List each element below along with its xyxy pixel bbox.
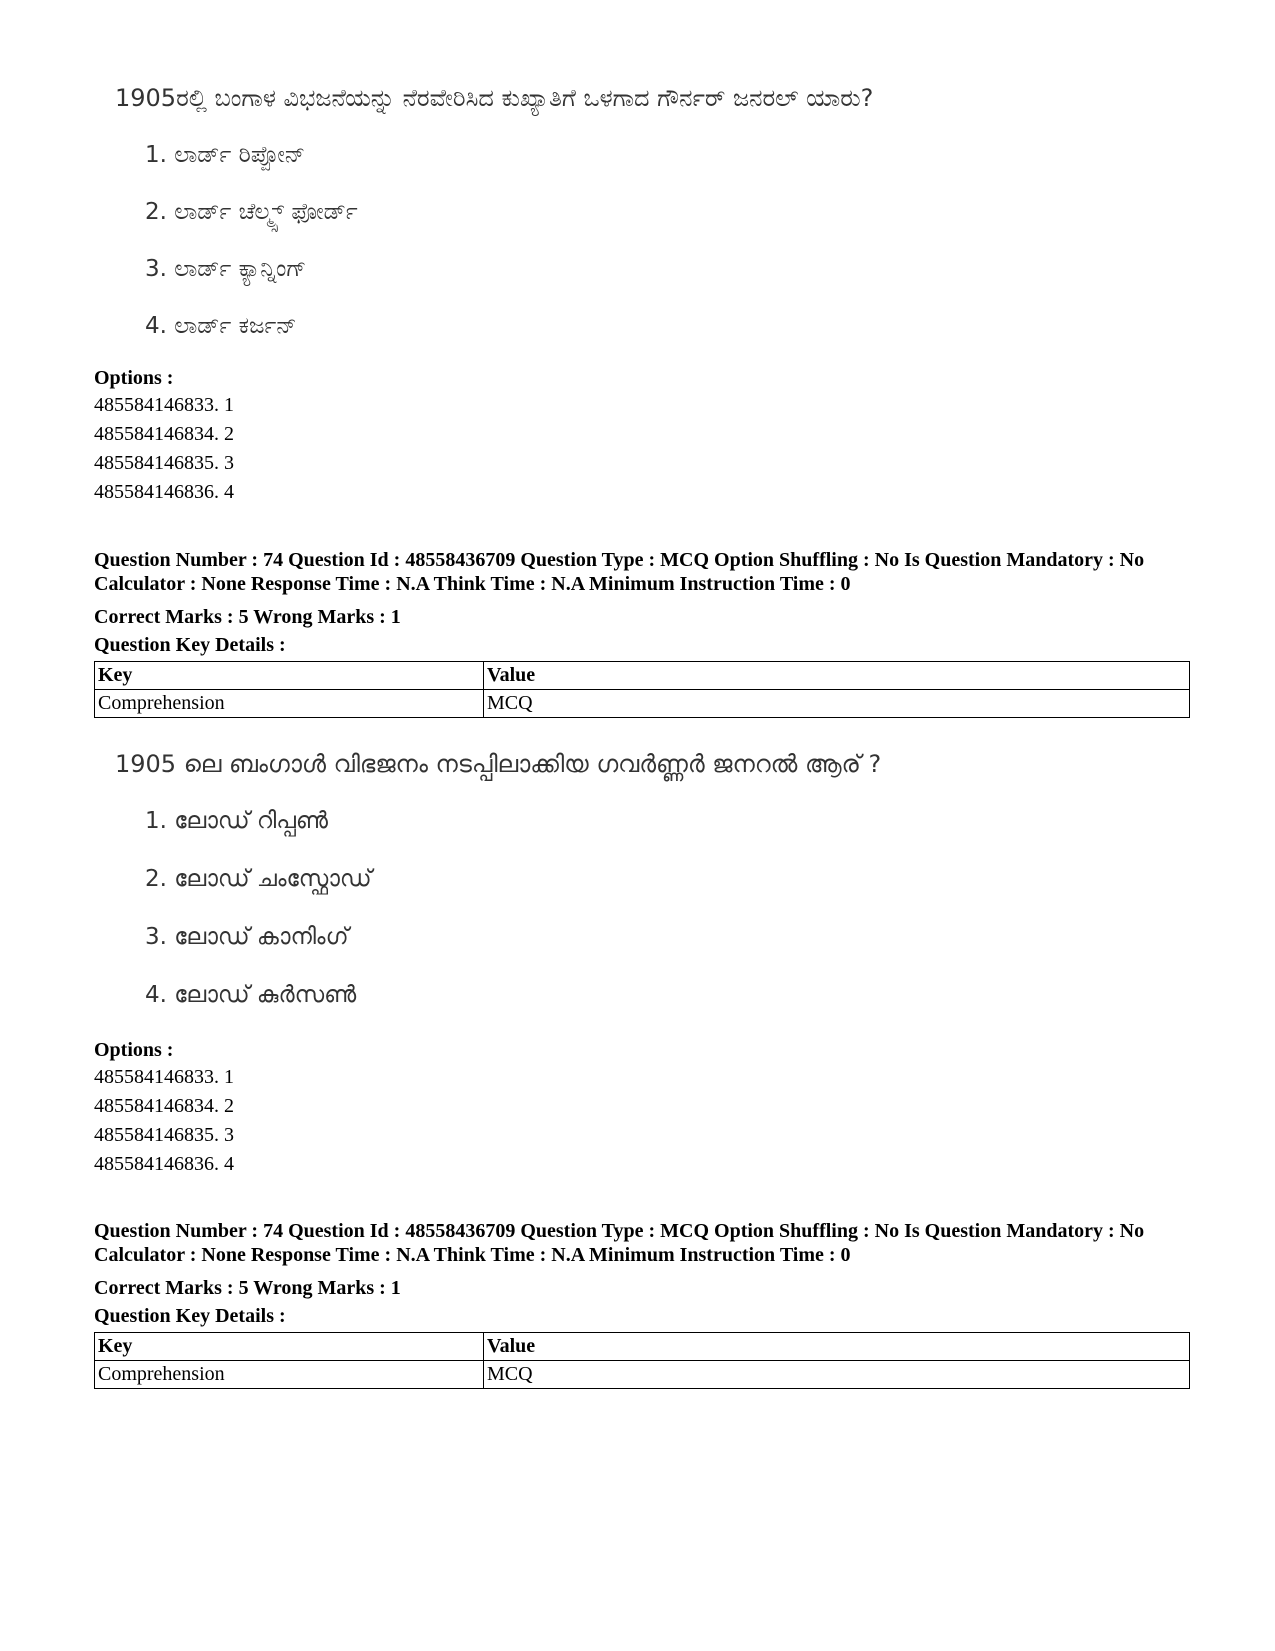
choice-3-malayalam: 3. ലോഡ് കാനിംഗ്	[145, 924, 349, 950]
question-meta-line: Question Number : 74 Question Id : 48558436709 Question Type : MCQ Option Shuffling : No Is Question Mandatory : No Calculator : None Response Time : N.A Think Time : N.A Minimum Instruction Time : 0	[94, 549, 1145, 595]
marks-line: Correct Marks : 5 Wrong Marks : 1	[94, 606, 401, 628]
key-details-label: Question Key Details :	[94, 634, 286, 656]
option-item: 485584146836. 4	[94, 1153, 234, 1175]
option-item: 485584146834. 2	[94, 1095, 234, 1117]
table-cell-key: Comprehension	[95, 690, 484, 718]
table-cell-value: MCQ	[484, 1361, 1190, 1389]
options-heading: Options :	[94, 1039, 174, 1061]
key-details-label: Question Key Details :	[94, 1305, 286, 1327]
table-row	[95, 1361, 1190, 1389]
option-item: 485584146834. 2	[94, 423, 234, 445]
options-list	[94, 391, 234, 507]
choice-2-kannada: 2. ಲಾರ್ಡ್ ಚೆಲ್ಮ್ಸ್ ಫೋರ್ಡ್	[145, 199, 358, 225]
question-text-kannada: 1905ರಲ್ಲಿ ಬಂಗಾಳ ವಿಭಜನೆಯನ್ನು ನೆರವೇರಿಸಿದ ಕುಖ್ಯಾತಿಗೆ ಒಳಗಾದ ಗೌರ್ನರ್ ಜನರಲ್ ಯಾರು?	[115, 84, 874, 112]
table-cell-key: Comprehension	[95, 1361, 484, 1389]
choice-1-kannada: 1. ಲಾರ್ಡ್ ರಿಪ್ಪೋನ್	[145, 142, 306, 168]
key-details-table	[94, 661, 1190, 718]
key-details-table	[94, 1332, 1190, 1389]
option-item: 485584146835. 3	[94, 452, 234, 474]
options-heading: Options :	[94, 367, 174, 389]
choice-3-kannada: 3. ಲಾರ್ಡ್ ಕ್ಯಾನ್ನಿಂಗ್	[145, 256, 307, 282]
table-header-key: Key	[95, 1333, 484, 1361]
table-cell-value: MCQ	[484, 690, 1190, 718]
choice-4-kannada: 4. ಲಾರ್ಡ್ ಕರ್ಜನ್	[145, 313, 297, 339]
table-header-value: Value	[484, 1333, 1190, 1361]
table-header-value: Value	[484, 662, 1190, 690]
table-header-key: Key	[95, 662, 484, 690]
question-meta-line: Question Number : 74 Question Id : 48558436709 Question Type : MCQ Option Shuffling : No Is Question Mandatory : No Calculator : None Response Time : N.A Think Time : N.A Minimum Instruction Time : 0	[94, 1220, 1145, 1266]
option-item: 485584146835. 3	[94, 1124, 234, 1146]
choice-2-malayalam: 2. ലോഡ് ചംസ്ഫോഡ്	[145, 866, 372, 892]
choice-4-malayalam: 4. ലോഡ് കുർസൺ	[145, 982, 357, 1008]
option-item: 485584146833. 1	[94, 394, 234, 416]
table-row	[95, 690, 1190, 718]
table-header-row	[95, 662, 1190, 690]
table-header-row	[95, 1333, 1190, 1361]
marks-line: Correct Marks : 5 Wrong Marks : 1	[94, 1277, 401, 1299]
question-text-malayalam: 1905 ലെ ബംഗാൾ വിഭജനം നടപ്പിലാക്കിയ ഗവർണ്ണർ ജനറൽ ആര് ?	[115, 750, 882, 778]
option-item: 485584146836. 4	[94, 481, 234, 503]
option-item: 485584146833. 1	[94, 1066, 234, 1088]
choice-1-malayalam: 1. ലോഡ് റിപ്പൺ	[145, 808, 329, 834]
options-list	[94, 1063, 234, 1179]
